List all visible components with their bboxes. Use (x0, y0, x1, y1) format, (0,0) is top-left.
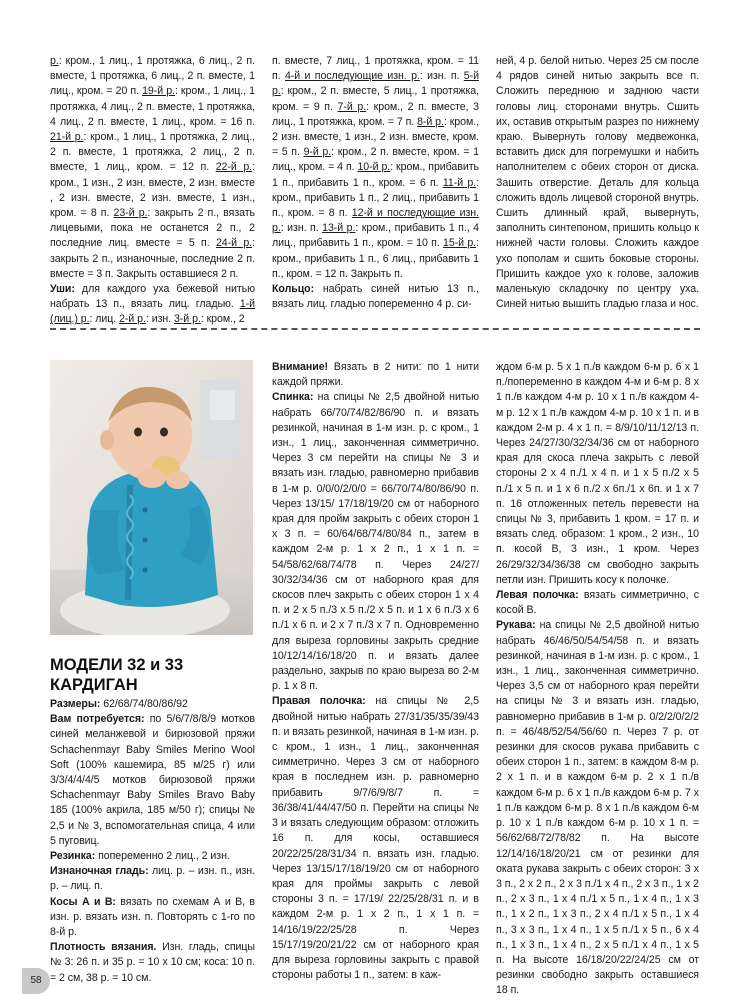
row-reference: 22-й р. (215, 161, 253, 174)
row-reference: 19-й р. (142, 85, 175, 98)
bold-term: Рукава: (496, 619, 536, 632)
paragraph (496, 360, 699, 588)
body-text: ней, 4 р. белой нитью. Через 25 см после 4 рядов синей нитью закрыть все п. Сложить переднюю и заднюю части головы лиц. сторонами внутрь. Сшить их, оставив открытым разрез по нижнему краю. Вывернуть голову медвежонка, вставить диск для погремушки и набить наполнителем с обеих сторон от диска. Зашить отверстие. Деталь для кольца сложить вдоль лицевой стороной внутрь. Сшить длинный край, вывернуть, заполнить синтепоном, пришить кольцо к нижней части головы. Сложить каждое ухо пополам и сшить боковые стороны. Пришить каждое ухо к голове, заложив маленькую складочку по центру уха. Синей нитью вышить гладью глаза и нос. (496, 55, 699, 311)
body-text: : кром., прибавить 1 п., 4 лиц., прибавить 1 п., кром. = 10 п. (272, 222, 479, 250)
body-text: : изн. п. (419, 70, 464, 83)
row-reference: р. (50, 55, 59, 67)
body-text: п. вместе, 7 лиц., 1 протяжка, кром. = 11 п. (272, 55, 479, 83)
text-column-bottom-2 (272, 360, 479, 983)
baby-cardigan-photo (50, 360, 253, 635)
body-text: по 5/6/7/8/8/9 мотков синей меланжевой и бирюзовой пряжи Schachenmayr Baby Smiles Merino Wool Soft (100% кашемира, 85 м/25 г) или 3/3/4/4/4/5 мотков бирюзовой пряжи Schachenmayr Baby Smiles Bravo Baby 185 (100% акрила, 185 м/50 г); спицы № 2,5 и № 3, вспомогательная спица, 4 или 5 пуговиц. (50, 713, 255, 847)
body-text: : кром., 1 лиц., 1 протяжка, 4 лиц., 2 п. вместе, 1 протяжка, 4 лиц., 2 п. вместе, 1 лиц., кром. = 16 п. (50, 85, 255, 128)
bold-term: Внимание! (272, 361, 329, 373)
bold-term: Резинка: (50, 850, 96, 863)
paragraph (50, 712, 255, 849)
paragraph (272, 360, 479, 390)
row-reference: 1-й (лиц.) р. (50, 298, 255, 326)
paragraph (50, 940, 255, 986)
body-text: : кром., 2 п. вместе, 5 лиц., 1 протяжка, кром. = 9 п. (272, 85, 479, 113)
row-reference: 11-й р. (442, 176, 477, 189)
row-reference: 5-й р. (272, 70, 479, 98)
body-text: лиц. р. – изн. п., изн. р. – лиц. п. (50, 865, 255, 893)
bold-term: Кольцо: (272, 283, 315, 296)
body-text: : кром., 2 п. вместе, 3 лиц., 1 протяжка, кром. = 7 п. (272, 100, 479, 128)
paragraph (50, 282, 255, 328)
row-reference: 2-й р. (119, 313, 146, 326)
row-reference: 13-й р. (322, 222, 356, 235)
bold-term: Правая полочка: (272, 695, 366, 708)
row-reference: 7-й р. (337, 100, 367, 113)
body-text: 62/68/74/80/86/92 (100, 698, 188, 710)
row-reference: 3-й р. (173, 313, 201, 326)
bold-term: Спинка: (272, 391, 314, 404)
bold-term: Косы А и В: (50, 895, 116, 908)
body-text: вязать симметрично, с косой В. (496, 589, 699, 617)
row-reference: 15-й р. (443, 237, 477, 250)
row-reference: 4-й и последующие изн. р. (284, 70, 420, 83)
body-text: Вязать в 2 нити: по 1 нити каждой пряжи. (272, 361, 479, 389)
model-name-heading: КАРДИГАН (50, 676, 138, 694)
paragraph (272, 694, 479, 983)
body-text: на спицы № 2,5 двойной нитью набрать 46/46/50/54/54/58 п. и вязать резинкой, начиная в 1-м изн. р. с кром., 1 изн., 1 лиц., законченная симметрично. Через 3,5 см от наборного края перейти на спицы № 3 и вязать изн. гладью, равномерно прибавив в 1-м р. 0/2/2/0/2/2 п. = 46/48/52/54/56/60 п. Через 7 р. от резинки для скосов рукава прибавить с обеих сторон 1 п., затем: в каждом 8-м р. 2 х 1 п. и в каждом 6-м р. 2 х 1 п./в каждом 6-м р. 6 х 1 п./в каждом 6-м р. 7 х 1 п./в каждом 6-м р. 8 х 1 п./в каждом 6-м р. 10 х 1 п./в каждом 6-м р. 10 х 1 п. = 56/62/68/72/78/82 п. На высоте 12/14/16/18/20/21 см от резинки для оката рукава закрыть с обеих сторон: 3 х 3 п., 2 х 2 п., 2 х 3 п./1 х 4 п., 2 х 3 п., 1 х 2 п., 2 х 3 п., 1 х 4 п./1 х 5 п., 1 х 4 п., 1 х 3 п., 1 х 2 п., 1 х 3 п., 2 х 4 п./1 х 5 п., 1 х 4 п., 3 х 3 п., 1 х 4 п., 1 х 5 п./1 х 5 п., 6 х 4 п., 1 х 3 п., 1 х 4 п., 2 х 5 п./1 х 4 п., 1 х 5 п. На высоте 16/18/20/22/24/25 см от резинки свободно закрыть оставшиеся 18 п. (496, 619, 699, 997)
body-text: : кром., прибавить 1 п., 6 лиц., прибавить 1 п., кром. = 12 п. Закрыть п. (272, 237, 479, 280)
body-text: : кром., прибавить 1 п., 2 лиц., прибавить 1 п., кром. = 8 п. (272, 176, 479, 220)
text-column-top-1 (50, 54, 255, 328)
body-text: : кром., 1 лиц., 1 протяжка, 6 лиц., 2 п. вместе, 1 протяжка, 6 лиц., 2 п. вместе, 1 лиц., кром. = 20 п. (50, 55, 255, 98)
body-text: для каждого уха бежевой нитью набрать 13 п., вязать лиц. гладью. (50, 283, 255, 311)
body-text: : закрыть 2 п., изнаночные, последние 2 п. вместе = 3 п. Закрыть оставшиеся 2 п. (50, 237, 255, 280)
body-text: : кром., 2 п. вместе, кром. = 1 лиц., кром. = 4 п. (272, 146, 479, 174)
body-text: ждом 6-м р. 5 х 1 п./в каждом 6-м р. 6 х 1 п./попеременно в каждом 4-м и 6-м р. 8 х 1 п./в каждом 4-м р. 10 х 1 п./в каждом 4-м р. 12 х 1 п./в каждом 4-м р. 10 х 1 п. и в каждом 2-м р. 4 х 1 п. = 8/9/10/11/12/13 п. Через 24/27/30/32/34/36 см от наборного края для скоса плеча закрыть с левой стороны 2 х 4 п./1 х 4 п. и 1 х 5 п./2 х 5 п./1 х 5 п. и 1 х 6 п./2 х 6п./1 х 6п. и 1 х 7 п. 16 отложенных петель перевести на спицы № 3, прибавить 1 кром. = 17 п. и вязать след. образом: 1 кром., 2 изн., 10 п. косой В, 3 изн., 1 кром. Через 26/29/32/34/36/38 см свободно закрыть петли изн. Пришить косу к полочке. (496, 361, 699, 586)
row-reference: 21-й р. (50, 131, 84, 144)
bold-term: Изнаночная гладь: (50, 865, 149, 878)
body-text: : кром., 2 (200, 313, 245, 326)
paragraph (272, 390, 479, 694)
body-text: попеременно 2 лиц., 2 изн. (95, 850, 230, 863)
bold-term: Размеры: (50, 698, 101, 710)
row-reference: 12-й и последующие изн. р. (272, 207, 479, 235)
row-reference: 23-й р. (113, 207, 148, 220)
body-text: : лиц. (89, 313, 120, 326)
body-text: набрать синей нитью 13 п., вязать лиц. гладью попеременно 4 р. си- (272, 283, 479, 311)
paragraph (50, 54, 255, 282)
body-text: : кром., прибавить 1 п., прибавить 1 п., кром. = 6 п. (272, 161, 479, 189)
paragraph (496, 588, 699, 618)
bold-term: Уши: (50, 283, 75, 296)
text-column-top-2 (272, 54, 479, 312)
bold-term: Левая полочка: (496, 589, 579, 602)
paragraph (50, 849, 255, 864)
bold-term: Вам потребуется: (50, 713, 145, 726)
body-text: вязать по схемам А и В, в изн. р. вязать изн. п. Повторять с 1-го по 8-й р. (50, 895, 256, 939)
row-reference: 8-й р. (417, 115, 444, 128)
body-text: : изн. (145, 313, 174, 326)
paragraph (496, 618, 699, 998)
model-number-heading: МОДЕЛИ 32 и 33 (50, 656, 184, 674)
row-reference: 9-й р. (303, 146, 332, 159)
paragraph (50, 895, 255, 941)
paragraph (50, 864, 255, 894)
paragraph (272, 282, 479, 312)
row-reference: 24-й р. (215, 237, 253, 250)
bold-term: Плотность вязания. (50, 941, 157, 954)
body-text: : изн. п. (280, 222, 323, 235)
body-text: : кром., 2 изн. вместе, 1 изн., 2 изн. вместе, кром. = 5 п. (272, 115, 479, 159)
paragraph (50, 697, 255, 712)
body-text: на спицы № 2,5 двойной нитью набрать 66/70/74/82/86/90 п. и вязать резинкой, начиная в 1-м изн. р. с кром., 1 изн., 1 лиц., законченная симметрично. Через 3 см перейти на спицы № 3 и вязать изн. гладью, равномерно прибавив в 1-м р. 0/0/0/2/0/0 = 66/70/74/80/86/90 п. Через 13/15/ 17/18/19/20 см от наборного края для пройм закрыть с обеих сторон 1 х 3 п. = 60/64/68/74/80/84 п., затем в каждом 2-м р. 1 х 2 п., 1 х 1 п. = 54/58/62/68/74/78 п. Через 24/27/ 30/32/34/36 см от наборного края для скосов плеч закрыть с обеих сторон 1 х 4 п. и 2 х 5 п./3 х 5 п./2 х 5 п. и 1 х 6 п./3 х 6 п./1 х 6 п. и 2 х 7 п./3 х 7 п. Одновременно для выреза горловины закрыть средние 10/12/14/16/18/20 п. и вязать далее раздельно, закрыв по краю выреза во 2-м р. 1 х 8 п. (272, 391, 479, 693)
body-text: Изн. гладь, спицы № 3: 26 п. и 35 р. = 10 х 10 см; коса: 10 п. = 2 см, 38 р. = 10 см. (50, 941, 255, 984)
row-reference: 10-й р. (357, 161, 391, 174)
text-column-top-3 (496, 54, 699, 312)
paragraph (496, 54, 699, 312)
body-text: : кром., 1 изн., 2 изн. вместе, 2 изн. вместе , 2 изн. вместе, 2 изн. вместе, 1 изн., кром. = 8 п. (50, 161, 255, 220)
text-column-bottom-3 (496, 360, 699, 999)
body-text: на спицы № 2,5 двойной нитью набрать 27/31/35/35/39/43 п. и вязать резинкой, начиная в 1-м изн. р. с кром., 1 изн., 1 лиц., законченная симметрично. Через 3 см от наборного края в последнем изн. р. равномерно прибавить 9/7/6/9/8/7 п. = 36/38/41/44/47/50 п. Перейти на спицы № 3 и вязать следующим образом: отложить 16 п. для косы, оставшиеся 20/22/25/28/31/34 п. вязать изн. гладью. Через 13/15/17/18/19/20 см от наборного края для проймы закрыть с левой стороны 3 п. = 17/19/ 22/25/28/31 п. и в каждом 2-м р. 1 х 2 п., 1 х 1 п. = 14/16/19/22/25/28 п. Через 15/17/19/20/21/22 см от наборного края для выреза горловины закрыть с правой стороны работы 1 п., затем: в каж- (272, 695, 479, 982)
section-divider (50, 328, 700, 330)
body-text: : кром., 1 лиц., 1 протяжка, 2 лиц., 2 п. вместе, 1 протяжка, 2 лиц., 2 п. вместе, 1 лиц., кром. = 12 п. (50, 131, 255, 174)
body-text: : закрыть 2 п., вязать лицевыми, пока не останется 2 п., 2 последние лиц. вместе = 5 п. (50, 207, 256, 250)
model-title (50, 655, 255, 695)
paragraph (272, 54, 479, 282)
text-column-bottom-1 (50, 697, 255, 986)
page-number: 58 (22, 968, 50, 994)
